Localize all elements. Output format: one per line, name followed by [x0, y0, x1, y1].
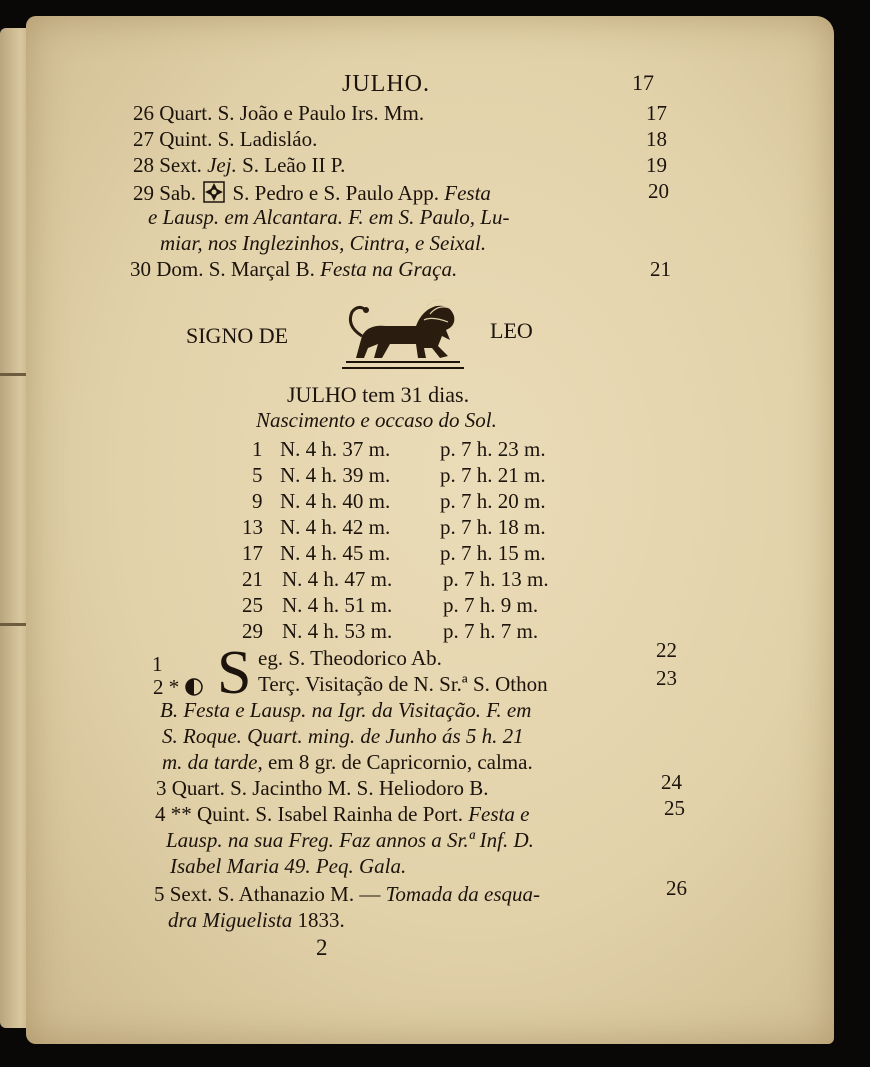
weekday: Quint. [159, 127, 213, 151]
entry-continuation: Isabel Maria 49. Peq. Gala. [170, 854, 407, 878]
page-number: 17 [632, 70, 654, 95]
right-number: 26 [666, 876, 687, 900]
sun-table-subtitle: Nascimento e occaso do Sol. [256, 408, 497, 432]
sunrise-time: N. 4 h. 53 m. [282, 619, 393, 643]
entry-continuation: Lausp. na sua Freg. Faz annos a Sr.ª Inf. D. [166, 828, 534, 852]
day-number: 30 [130, 257, 151, 281]
day-number: 2 [153, 675, 164, 699]
signature-mark: 2 [316, 935, 328, 960]
day-number: 26 [133, 101, 154, 125]
lion-icon [338, 296, 468, 372]
day-number: 27 [133, 127, 154, 151]
drop-cap: S [217, 639, 252, 707]
entry-text: S. Leão II P. [242, 153, 346, 177]
day-number: 21 [242, 567, 263, 591]
sunrise-time: N. 4 h. 42 m. [280, 515, 391, 539]
entry-text: S. Pedro e S. Paulo App. [232, 181, 440, 205]
entry-text: S. Ladisláo. [217, 127, 318, 151]
day-number: 29 [133, 181, 154, 205]
page-title: JULHO. [342, 71, 430, 97]
sunset-time: p. 7 h. 13 m. [443, 567, 549, 591]
entry-text: S. Marçal B. [208, 257, 315, 281]
weekday: Dom. [156, 257, 204, 281]
entry-text: Quint. S. Isabel Rainha de Port. [197, 802, 463, 826]
entry-text: Sext. S. Athanazio M. — [169, 882, 381, 906]
sunrise-time: N. 4 h. 40 m. [280, 489, 391, 513]
entry-italic: Tomada da esqua- [385, 882, 540, 906]
day-number: 9 [252, 489, 263, 513]
entry-continuation: S. Roque. Quart. ming. de Junho ás 5 h. 21 [162, 724, 524, 748]
entry-continuation: miar, nos Inglezinhos, Cintra, e Seixal. [160, 231, 487, 255]
feast-mark: ** [170, 802, 192, 826]
jejum-mark: Jej. [207, 153, 237, 177]
sunrise-time: N. 4 h. 39 m. [280, 463, 391, 487]
moon-phase-icon [185, 678, 203, 696]
calendar-entry [153, 677, 203, 698]
day-number: 5 [154, 882, 165, 906]
weekday: Sext. [159, 153, 202, 177]
sunset-time: p. 7 h. 20 m. [440, 489, 546, 513]
entry-text: em 8 gr. de Capricornio, calma. [267, 750, 533, 774]
calendar-entry [156, 778, 488, 799]
calendar-entry [133, 155, 345, 176]
sunset-time: p. 7 h. 9 m. [443, 593, 539, 617]
sunset-time: p. 7 h. 15 m. [440, 541, 546, 565]
day-number: 3 [156, 776, 167, 800]
zodiac-sign-name: LEO [490, 318, 533, 343]
entry-text: eg. S. Theodorico Ab. [258, 646, 442, 670]
calendar-entry [133, 103, 424, 124]
entry-text: 1833. [297, 908, 345, 932]
holy-day-cross-icon [203, 181, 225, 203]
weekday: Quart. [159, 101, 213, 125]
day-number: 29 [242, 619, 263, 643]
sunrise-time: N. 4 h. 45 m. [280, 541, 391, 565]
entry-italic: Festa [444, 181, 491, 205]
entry-italic: dra Miguelista [168, 908, 293, 932]
calendar-entry [130, 259, 457, 280]
right-number: 18 [646, 127, 667, 151]
right-number: 22 [656, 638, 677, 662]
sunrise-time: N. 4 h. 37 m. [280, 437, 391, 461]
day-number: 25 [242, 593, 263, 617]
sunset-time: p. 7 h. 23 m. [440, 437, 546, 461]
entry-text: Terç. Visitação de N. Sr.ª S. Othon [258, 672, 548, 696]
entry-continuation [168, 910, 345, 931]
day-number: 5 [252, 463, 263, 487]
right-number: 20 [648, 179, 669, 203]
entry-continuation: B. Festa e Lausp. na Igr. da Visitação. F. em [160, 698, 532, 722]
entry-continuation [162, 752, 533, 773]
sunset-time: p. 7 h. 21 m. [440, 463, 546, 487]
day-number: 1 [152, 652, 163, 676]
entry-italic: Festa e [468, 802, 530, 826]
entry-italic: m. da tarde, [162, 750, 263, 774]
calendar-entry [155, 804, 529, 825]
month-days-title: JULHO tem 31 dias. [287, 382, 470, 407]
feast-mark: * [168, 675, 180, 699]
entry-continuation: e Lausp. em Alcantara. F. em S. Paulo, Lu- [148, 205, 510, 229]
weekday: Sab. [159, 181, 196, 205]
sunrise-time: N. 4 h. 47 m. [282, 567, 393, 591]
day-number: 17 [242, 541, 263, 565]
entry-text: S. João e Paulo Irs. Mm. [217, 101, 425, 125]
right-number: 25 [664, 796, 685, 820]
right-number: 21 [650, 257, 671, 281]
entry-text: Quart. S. Jacintho M. S. Heliodoro B. [171, 776, 489, 800]
sunset-time: p. 7 h. 18 m. [440, 515, 546, 539]
right-number: 17 [646, 101, 667, 125]
day-number: 28 [133, 153, 154, 177]
entry-italic: Festa na Graça. [320, 257, 458, 281]
calendar-entry [133, 181, 491, 204]
right-number: 23 [656, 666, 677, 690]
right-number: 19 [646, 153, 667, 177]
calendar-entry [133, 129, 317, 150]
day-number: 4 [155, 802, 166, 826]
sunrise-time: N. 4 h. 51 m. [282, 593, 393, 617]
calendar-entry [154, 884, 540, 905]
day-number: 1 [252, 437, 263, 461]
right-number: 24 [661, 770, 682, 794]
zodiac-label: SIGNO DE [186, 323, 289, 348]
sunset-time: p. 7 h. 7 m. [443, 619, 539, 643]
day-number: 13 [242, 515, 263, 539]
